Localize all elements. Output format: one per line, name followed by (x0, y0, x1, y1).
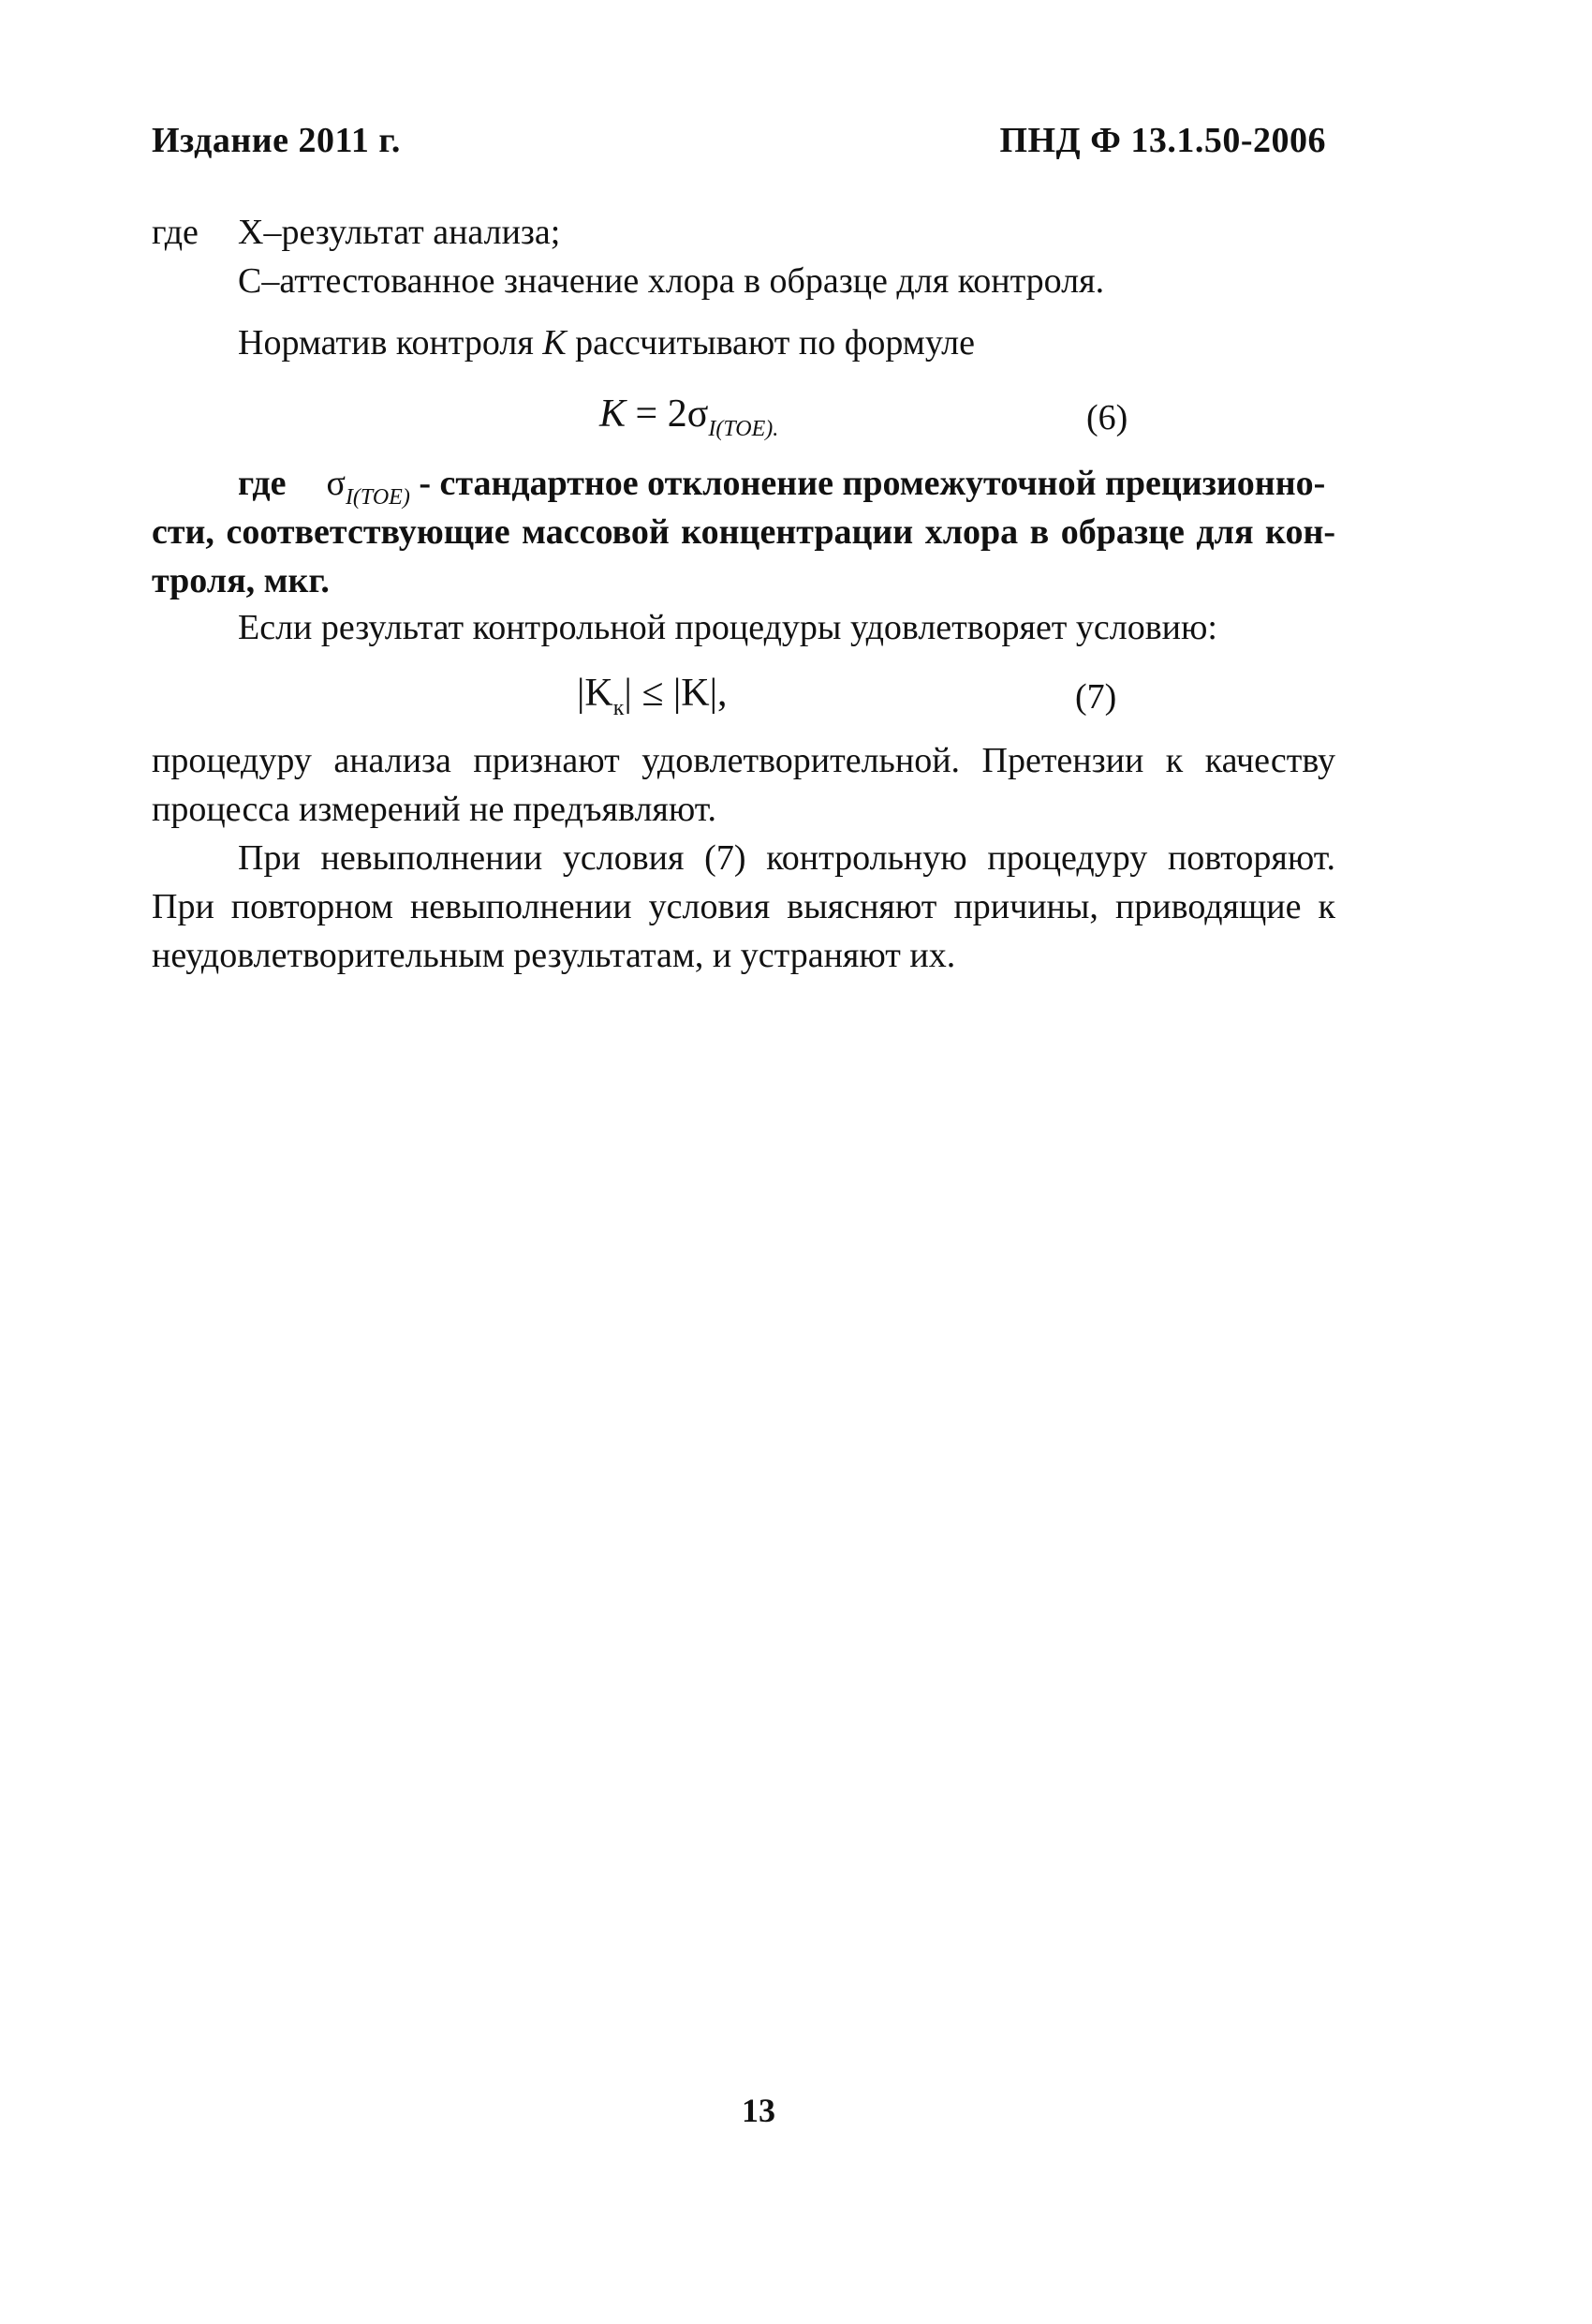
sigma-where-word: где (238, 464, 287, 503)
norm-intro-pre: Норматив контроля (238, 323, 534, 363)
equation-number-6: (6) (1086, 398, 1128, 437)
formula-6-rhs: = 2σ (626, 392, 709, 436)
norm-symbol: K (542, 323, 567, 363)
sigma-symbol: σ (326, 464, 346, 503)
x-definition: X–результат анализа; (238, 213, 561, 252)
repeat-line-1: При невыполнении условия (7) контрольную процедуру повторяют. (238, 838, 1335, 878)
formula-6 (599, 392, 778, 442)
sigma-def-line-2: сти, соответствующие массовой концентрации хлора в образце для кон- (152, 512, 1335, 552)
sigma-def-rest: - стандартное отклонение промежуточной прецизионно- (419, 464, 1326, 503)
repeat-line-3: неудовлетворительным результатам, и устраняют их. (152, 936, 956, 975)
formula-7-lhs: |K (577, 672, 613, 715)
formula-7-subscript: к (612, 696, 625, 720)
equation-number-7: (7) (1075, 677, 1117, 717)
norm-intro-post: рассчитывают по формуле (575, 323, 975, 363)
formula-7 (577, 671, 728, 721)
repeat-line-2: При повторном невыполнении условия выясняют причины, приводящие к (152, 887, 1335, 926)
sigma-def-line-3: троля, мкг. (152, 561, 330, 600)
edition-label: Издание 2011 г. (152, 121, 401, 160)
satisfactory-line-2: процесса измерений не предъявляют. (152, 790, 717, 829)
page-number: 13 (742, 2092, 775, 2129)
norm-intro (238, 322, 975, 363)
formula-6-lhs: K (599, 392, 626, 436)
where-word: где (152, 213, 199, 252)
document-code: ПНД Ф 13.1.50-2006 (999, 121, 1326, 160)
sigma-def-line-1 (238, 463, 1325, 511)
c-definition: С–аттестованное значение хлора в образце для контроля. (238, 261, 1105, 301)
formula-6-subscript: I(TOE). (708, 417, 779, 441)
satisfactory-line-1: процедуру анализа признают удовлетворительной. Претензии к качеству (152, 741, 1335, 780)
sigma-subscript: I(TOE) (345, 485, 410, 510)
condition-intro: Если результат контрольной процедуры удовлетворяет условию: (238, 608, 1217, 647)
formula-7-rhs: | ≤ |K|, (624, 672, 728, 715)
